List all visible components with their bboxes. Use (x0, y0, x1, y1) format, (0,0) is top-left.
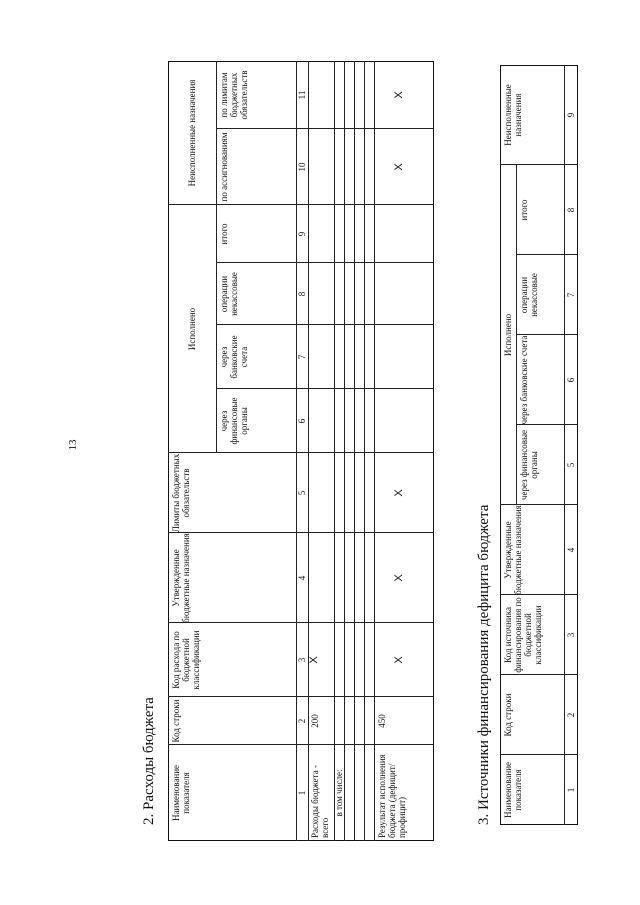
header-code: Код строки (171, 699, 181, 743)
header-code: Код строки (503, 693, 513, 737)
col-number: 9 (566, 112, 576, 118)
col-number: 11 (297, 90, 307, 100)
header-unexecuted: Неисполненные назначения (187, 79, 197, 187)
header-via-fin: через финансовые органы (519, 430, 539, 500)
row-result-code: 450 (377, 714, 387, 728)
col-number: 9 (297, 231, 307, 237)
header-total: итого (519, 199, 529, 221)
expenses-table (168, 61, 434, 841)
header-executed: Исполнено (503, 313, 513, 357)
section-3-title: 3. Источники финансирования дефицита бюджета (476, 504, 492, 825)
col-number: 8 (566, 207, 576, 213)
header-source-code: Код источника финансирования по бюджетной классификации (503, 597, 543, 673)
col-number: 4 (566, 547, 576, 553)
row-result-label: Результат исполнения бюджета (дефицит/профицит) (377, 754, 407, 838)
row-result-mark: X (393, 489, 405, 497)
header-name: Наименование показателя (171, 764, 191, 822)
col-number: 7 (297, 354, 307, 360)
header-limits: Лимиты бюджетных обязательств (171, 453, 191, 533)
page-number: 13 (67, 439, 79, 451)
header-via-fin: через финансовые органы (219, 397, 249, 445)
row-total-code: 200 (310, 714, 320, 728)
header-by-limits: по лимитам бюджетных обязательств (219, 70, 249, 120)
col-number: 5 (297, 490, 307, 496)
header-approved: Утвержденные бюджетные назначения (503, 505, 523, 595)
row-including: в том числе: (334, 769, 344, 817)
col-number: 3 (566, 632, 576, 638)
header-via-bank: через банковские счета (219, 335, 249, 379)
col-number: 5 (566, 462, 576, 468)
header-total: итого (219, 223, 229, 245)
col-number: 1 (566, 787, 576, 793)
col-number: 2 (297, 718, 307, 724)
col-number: 3 (297, 657, 307, 663)
section-2-title: 2. Расходы бюджета (141, 697, 157, 825)
header-name: Наименование показателя (503, 761, 523, 819)
header-approved: Утвержденные бюджетные назначения (171, 533, 191, 623)
col-number: 10 (297, 162, 307, 172)
row-total-label: Расходы бюджета - всего (310, 765, 330, 838)
col-number: 4 (297, 575, 307, 581)
header-by-assign: по ассигнованиям (219, 132, 229, 202)
row-total-mark: X (308, 656, 320, 664)
col-number: 7 (566, 292, 576, 298)
header-non-cash: операции некассовые (219, 272, 239, 316)
row-result-mark: X (393, 163, 405, 171)
header-via-bank: через банковские счета (519, 335, 529, 425)
header-executed: Исполнено (187, 307, 197, 351)
financing-sources-table (500, 65, 578, 825)
col-number: 1 (297, 790, 307, 796)
row-result-mark: X (393, 656, 405, 664)
col-number: 8 (297, 291, 307, 297)
col-number: 6 (566, 377, 576, 383)
row-result-mark: X (393, 91, 405, 99)
col-number: 2 (566, 712, 576, 718)
header-non-cash: операции некассовые (519, 273, 539, 317)
col-number: 6 (297, 418, 307, 424)
row-result-mark: X (393, 574, 405, 582)
header-unexecuted: Неисполненные назначения (503, 84, 523, 146)
header-class-code: Код расхода по бюджетной классификации (171, 630, 201, 690)
